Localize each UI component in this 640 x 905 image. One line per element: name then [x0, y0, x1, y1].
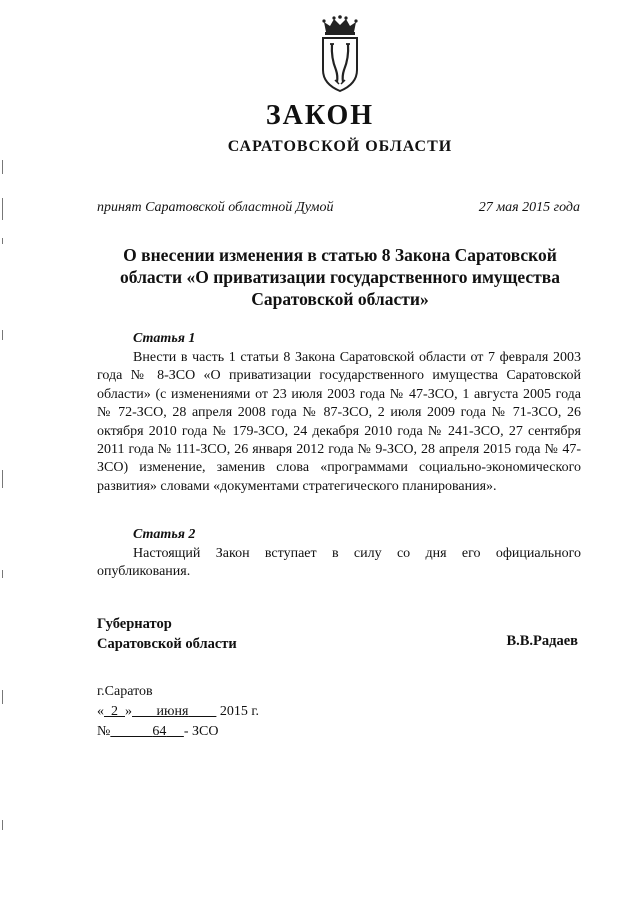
article-2-heading: Статья 2 — [133, 527, 196, 542]
article-1-text: Внести в часть 1 статьи 8 Закона Саратовской области от 7 февраля 2003 года № 8-ЗСО «О приватизации государственного имущества Саратовской области» (с изменениями от 23 июля 2003 года № 47-ЗСО, 1 августа 2005 года № 72-ЗСО, 28 апреля 2008 года № 87-ЗСО, 2 июля 2009 года № 71-ЗСО, 26 октября 2010 года № 179-ЗСО, 24 декабря 2010 года № 241-ЗСО, 27 сентября 2011 года № 111-ЗСО, 26 января 2012 года № 9-ЗСО, 28 апреля 2015 года № 47-ЗСО) изменение, заменив слова «программами социально-экономического развития» словами «документами стратегического планирования». — [97, 350, 581, 494]
signatory-title-line: Губернатор — [97, 616, 172, 632]
law-heading: ЗАКОН — [265, 100, 375, 131]
date-quote-open: « — [97, 704, 104, 719]
scan-edge-mark — [2, 470, 3, 488]
adoption-note: принят Саратовской областной Думой — [97, 200, 334, 215]
number-suffix: - ЗСО — [183, 724, 219, 739]
scan-edge — [0, 0, 3, 905]
scan-edge-mark — [2, 198, 3, 220]
region-heading: САРАТОВСКОЙ ОБЛАСТИ — [227, 138, 453, 155]
scan-edge-mark — [2, 160, 3, 174]
signing-place: г.Саратов — [97, 684, 153, 699]
date-day: 2 — [111, 704, 118, 719]
document-title: О внесении изменения в статью 8 Закона Саратовской области «О приватизации государственного имущества Саратовской области» — [120, 245, 560, 309]
scan-edge-mark — [2, 820, 3, 830]
scan-edge-mark — [2, 690, 3, 704]
signatory-name: В.В.Радаев — [506, 633, 578, 649]
coat-of-arms-icon — [318, 14, 362, 94]
adoption-date: 27 мая 2015 года — [478, 200, 580, 215]
date-month: июня — [156, 704, 189, 719]
number-value: 64 — [152, 724, 167, 739]
scan-edge-mark — [2, 570, 3, 578]
date-quote-close: » — [125, 704, 132, 719]
signing-date — [97, 704, 259, 720]
signatory-title — [97, 614, 237, 654]
signatory-title-line: Саратовской области — [97, 636, 237, 652]
scan-edge-mark — [2, 238, 3, 244]
article-1-heading: Статья 1 — [133, 331, 196, 346]
number-prefix: № — [97, 724, 111, 739]
article-2-text: Настоящий Закон вступает в силу со дня его официального опубликования. — [97, 546, 581, 580]
law-number — [97, 724, 218, 740]
date-year: 2015 г. — [219, 704, 260, 719]
scan-edge-mark — [2, 330, 3, 340]
